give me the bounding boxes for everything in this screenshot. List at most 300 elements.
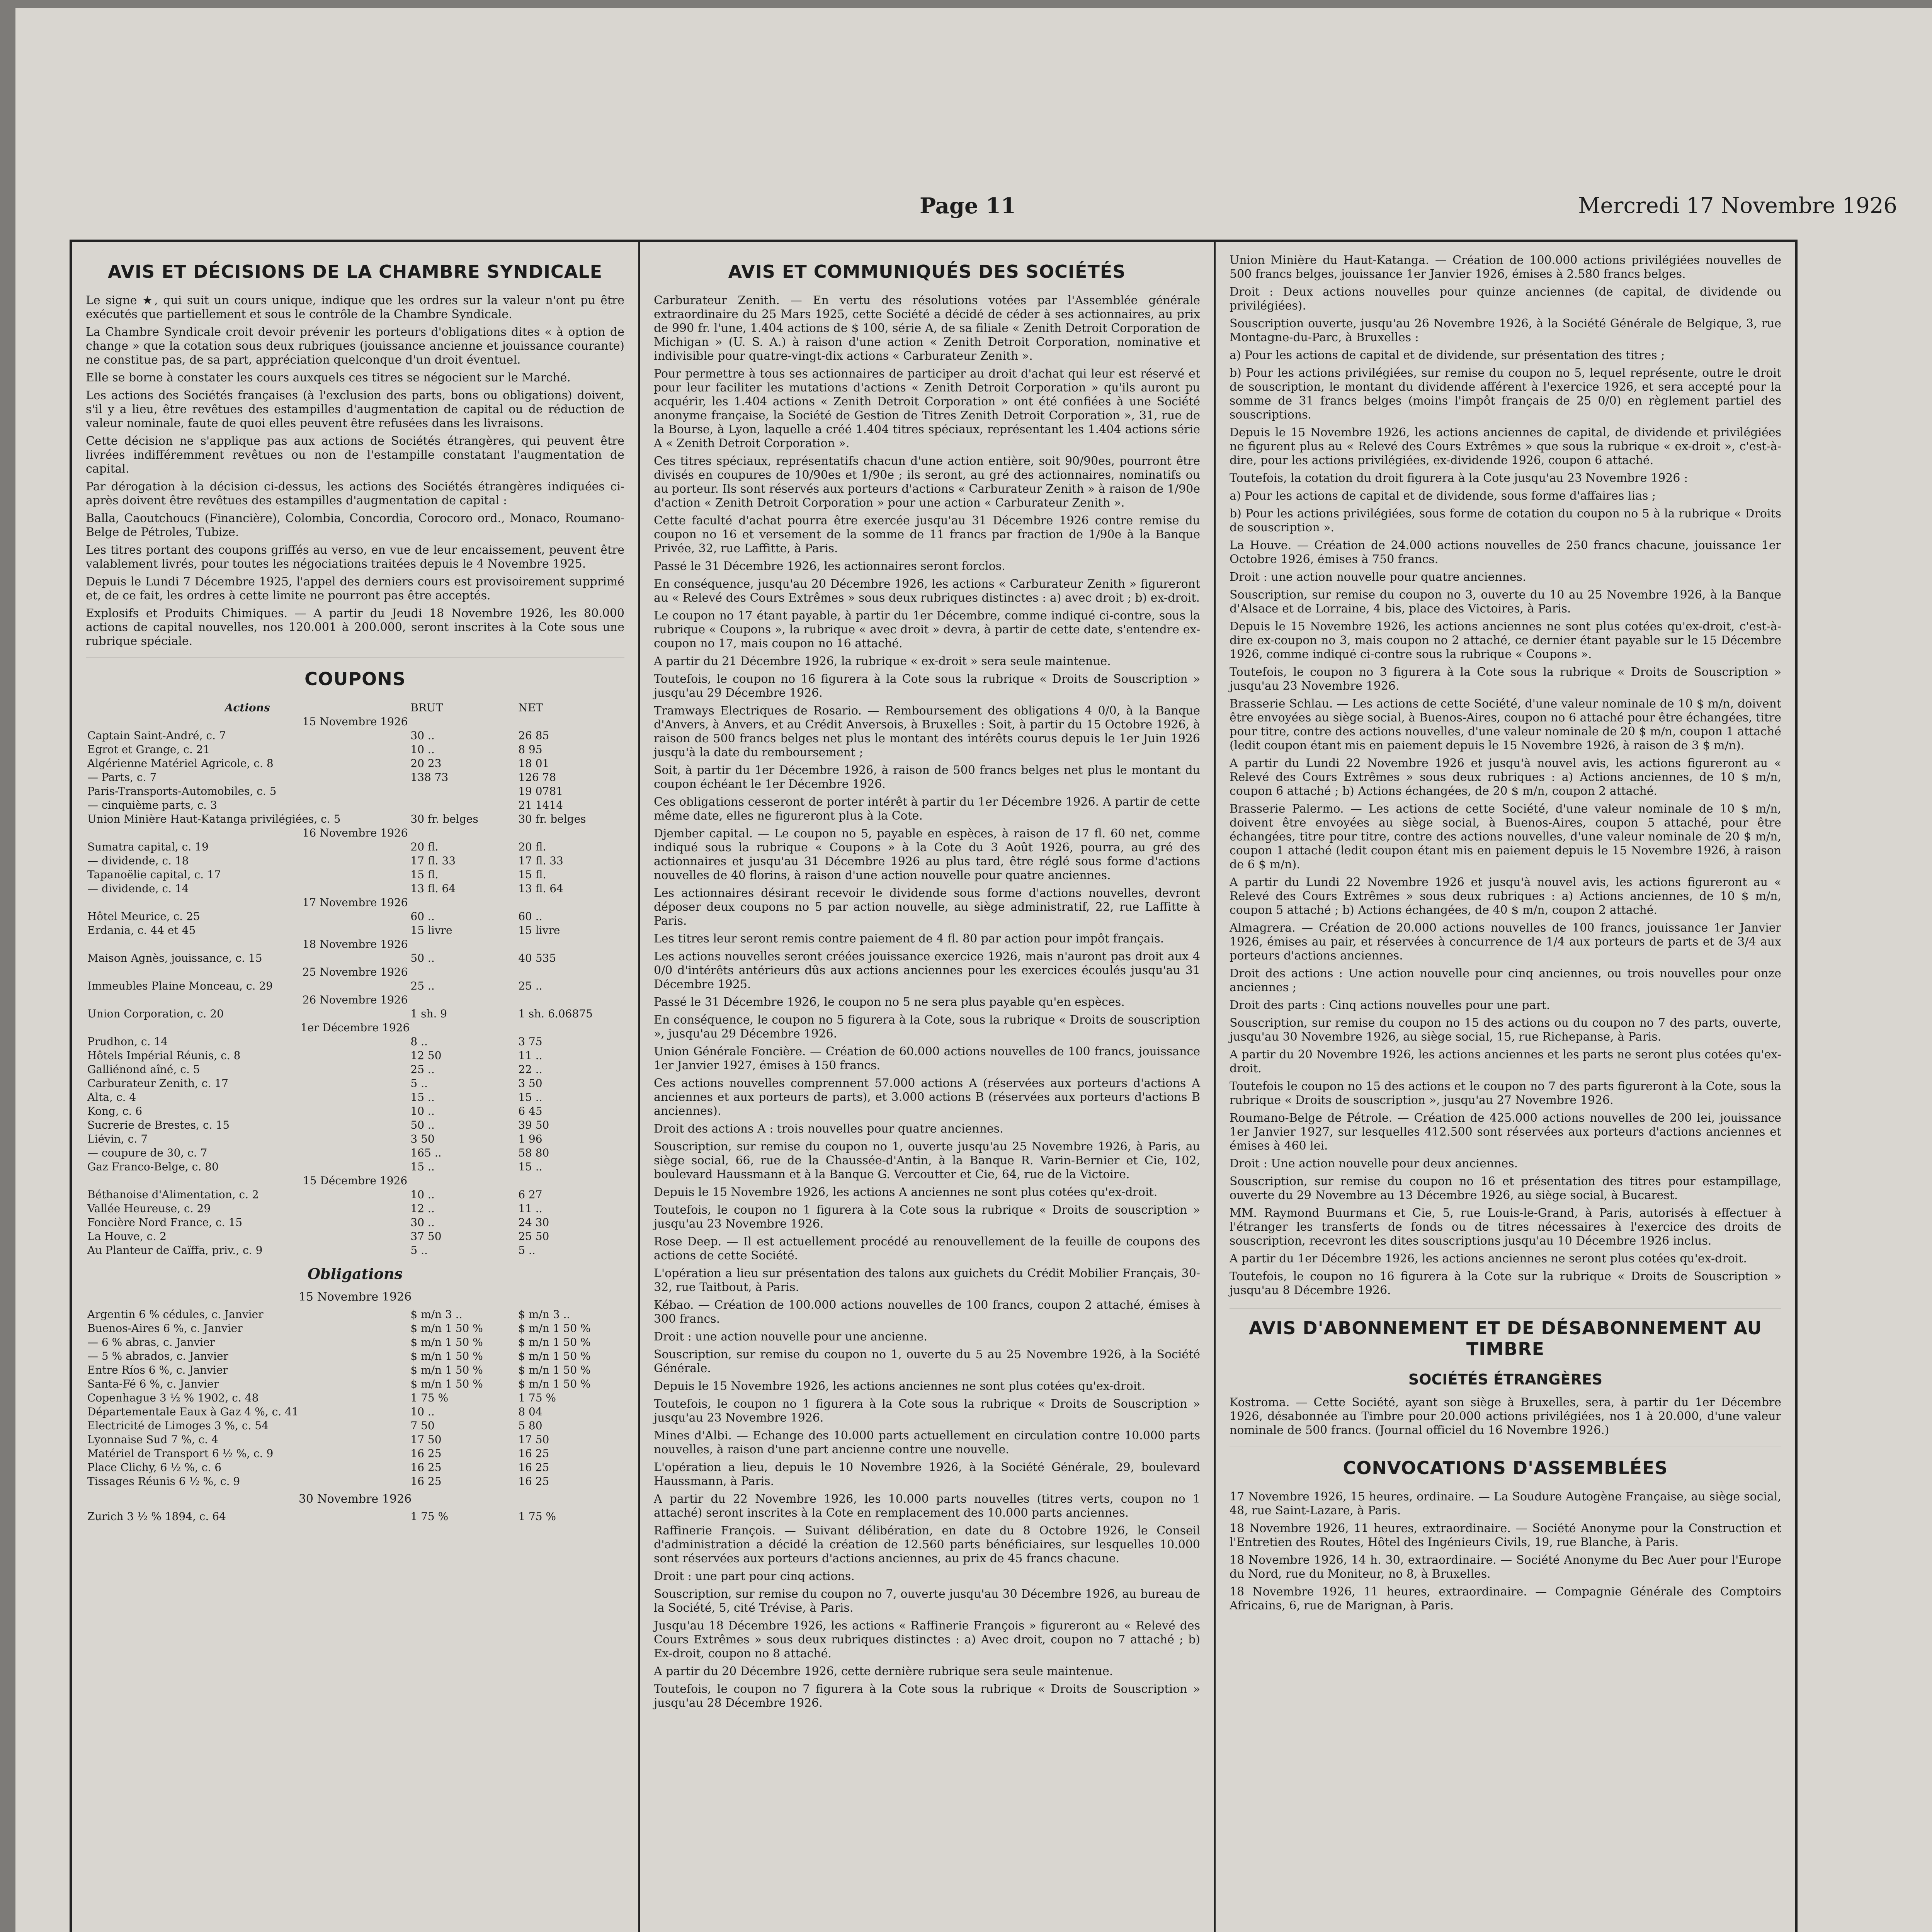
coupon-row <box>86 1007 624 1021</box>
coupon-row <box>86 1243 624 1257</box>
oblig-row-cell: Matériel de Transport 6 ½ %, c. 9 <box>87 1447 274 1460</box>
coupon-cell: 8 .. <box>410 1035 428 1048</box>
divider <box>1230 1447 1781 1448</box>
notice-paragraph: L'opération a lieu sur présentation des talons aux guichets du Crédit Mobilier Français, 30-32, rue Taitbout, à Paris. <box>654 1267 1200 1294</box>
notice-paragraph: Les titres leur seront remis contre paiement de 4 fl. 80 par action pour impôt français. <box>654 932 1164 946</box>
coupon-row <box>86 1035 624 1049</box>
coupon-cell: 26 85 <box>518 729 549 742</box>
notice-paragraph: b) Pour les actions privilégiées, sur remise du coupon no 5, lequel représente, outre le droit de souscription, le montant du dividende afférent à l'exercice 1926, et sera accepté pour la somme de 31 francs belges (moins l'impôt français de 25 0/0) en règlement partiel des souscriptions. <box>1230 366 1781 422</box>
coupons-table <box>86 701 624 1257</box>
oblig-row-cell: $ m/n 1 50 % <box>410 1350 483 1362</box>
oblig-row <box>86 1461 624 1475</box>
notice-paragraph: Kébao. — Création de 100.000 actions nouvelles de 100 francs, coupon 2 attaché, émises à 300 francs. <box>654 1298 1200 1326</box>
coupon-row <box>86 882 624 896</box>
oblig-row-cell: 16 25 <box>518 1461 549 1474</box>
coupon-cell: 60 .. <box>410 910 435 923</box>
coupon-cell: 12 50 <box>410 1049 442 1062</box>
oblig-row-cell: 8 04 <box>518 1405 543 1418</box>
coupon-row <box>86 1160 624 1174</box>
coupon-cell: Egrot et Grange, c. 21 <box>87 743 210 756</box>
coupon-cell: 126 78 <box>518 771 556 784</box>
coupon-cell: 5 .. <box>410 1077 428 1090</box>
coupon-row <box>86 743 624 757</box>
notice-paragraph: En conséquence, le coupon no 5 figurera à la Cote, sous la rubrique « Droits de souscription », jusqu'au 29 Décembre 1926. <box>654 1013 1200 1041</box>
coupon-cell: 18 01 <box>518 757 549 770</box>
coupon-cell: 13 fl. 64 <box>518 882 563 895</box>
coupon-row <box>86 812 624 826</box>
notice-paragraph: Passé le 31 Décembre 1926, les actionnaires seront forclos. <box>654 560 1005 573</box>
notice-paragraph: Rose Deep. — Il est actuellement procédé au renouvellement de la feuille de coupons des actions de cette Société. <box>654 1235 1200 1262</box>
notice-paragraph: Elle se borne à constater les cours auxquels ces titres se négocient sur le Marché. <box>86 371 571 384</box>
oblig-row-cell: $ m/n 1 50 % <box>410 1364 483 1376</box>
coupon-cell: 50 .. <box>410 1119 435 1131</box>
notice-paragraph: Droit : une part pour cinq actions. <box>654 1570 855 1583</box>
obligations-label: Obligations <box>307 1265 403 1282</box>
oblig-row-cell: Copenhague 3 ½ % 1902, c. 48 <box>87 1391 259 1404</box>
coupon-row <box>86 1132 624 1146</box>
coupon-cell: Liévin, c. 7 <box>87 1133 148 1145</box>
coupon-row <box>86 979 624 993</box>
oblig-row <box>86 1349 624 1363</box>
oblig-row-cell: 5 80 <box>518 1419 543 1432</box>
coupon-date: 26 Novembre 1926 <box>302 993 408 1006</box>
coupon-cell: Gaz Franco-Belge, c. 80 <box>87 1160 219 1173</box>
coupon-row <box>86 910 624 923</box>
coupon-cell: 6 27 <box>518 1188 543 1201</box>
coupon-date-row <box>86 715 624 729</box>
oblig-row <box>86 1321 624 1335</box>
coupon-row <box>86 770 624 784</box>
oblig-row <box>86 1377 624 1391</box>
oblig-row-cell: $ m/n 1 50 % <box>518 1378 591 1390</box>
oblig-row-cell: Tissages Réunis 6 ½ %, c. 9 <box>87 1475 240 1488</box>
notice-paragraph: Cette décision ne s'applique pas aux actions de Sociétés étrangères, qui peuvent être livrées indifféremment revêtues ou non de l'estampille constatant l'augmentation de capital. <box>86 434 624 476</box>
notice-paragraph: Souscription, sur remise du coupon no 7, ouverte jusqu'au 30 Décembre 1926, au bureau de la Société, 5, cité Trévise, à Paris. <box>654 1587 1200 1615</box>
coupon-date: 25 Novembre 1926 <box>302 966 408 978</box>
notice-paragraph: Depuis le Lundi 7 Décembre 1925, l'appel des derniers cours est provisoirement supprimé et, de ce fait, les ordres à cette limite ne pourront pas être acceptés. <box>86 575 624 602</box>
coupon-row <box>86 868 624 882</box>
coupon-cell: La Houve, c. 2 <box>87 1230 167 1243</box>
coupon-date-row <box>86 993 624 1007</box>
coupon-cell: 13 fl. 64 <box>410 882 456 895</box>
oblig-row <box>86 1433 624 1447</box>
coupon-row <box>86 1230 624 1243</box>
coupon-cell: 10 .. <box>410 743 435 756</box>
coupon-cell: 37 50 <box>410 1230 442 1243</box>
notice-paragraph: Explosifs et Produits Chimiques. — A partir du Jeudi 18 Novembre 1926, les 80.000 actions de capital nouvelles, nos 120.001 à 200.000, seront inscrites à la Cote sous une rubrique spéciale. <box>86 607 624 648</box>
coupon-cell: 30 .. <box>410 1216 435 1229</box>
column-communiques-suite <box>1216 242 1795 1932</box>
coupons-body <box>86 715 624 1257</box>
chambre-syndicale-title: AVIS ET DÉCISIONS DE LA CHAMBRE SYNDICALE <box>107 261 603 282</box>
oblig-row-cell: $ m/n 3 .. <box>518 1308 570 1321</box>
coupon-cell: Carburateur Zenith, c. 17 <box>87 1077 228 1090</box>
timbre-notice: Kostroma. — Cette Société, ayant son siège à Bruxelles, sera, à partir du 1er Décembre 1926, désabonnée au Timbre pour 20.000 actions privilégiées, nos 1 à 20.000, d'une valeur nominale de 500 francs. (Journal officiel du 16 Novembre 1926.) <box>1230 1396 1781 1437</box>
coupon-cell: 15 .. <box>518 1091 543 1104</box>
coupon-cell: Kong, c. 6 <box>87 1105 143 1117</box>
coupon-row <box>86 1090 624 1104</box>
convocation-paragraph: 18 Novembre 1926, 14 h. 30, extraordinaire. — Société Anonyme du Bec Auer pour l'Europe du Nord, rue du Moniteur, no 8, à Bruxelles. <box>1230 1553 1781 1581</box>
coupon-cell: 1 96 <box>518 1133 543 1145</box>
oblig-row <box>86 1510 624 1524</box>
notice-paragraph: Les actions nouvelles seront créées jouissance exercice 1926, mais n'auront pas droit aux 4 0/0 d'intérêts antérieurs dûs aux actions anciennes pour les exercices écoulés jusqu'au 31 Décembre 1925. <box>654 950 1200 991</box>
coupon-cell: — dividende, c. 18 <box>87 854 189 867</box>
notice-paragraph: Droit : Deux actions nouvelles pour quinze anciennes (de capital, de dividende ou privilégiées). <box>1230 285 1781 313</box>
coupon-cell: 15 livre <box>410 924 452 937</box>
oblig-row-cell: $ m/n 1 50 % <box>518 1350 591 1362</box>
oblig-row-cell: — 6 % abras, c. Janvier <box>87 1336 215 1349</box>
coupon-row <box>86 1188 624 1202</box>
notice-paragraph: Droit des actions A : trois nouvelles pour quatre anciennes. <box>654 1122 1003 1136</box>
coupon-cell: Vallée Heureuse, c. 29 <box>87 1202 211 1215</box>
oblig-row-cell: $ m/n 1 50 % <box>518 1322 591 1335</box>
coupon-cell: 10 .. <box>410 1105 435 1117</box>
notice-paragraph: Tramways Electriques de Rosario. — Remboursement des obligations 4 0/0, à la Banque d'Anvers, à Anvers, et au Crédit Anversois, à Bruxelles : Soit, à partir du 15 Octobre 1926, à raison de 500 francs belges net plus le montant des intérêts courus depuis le 1er Juin 1926 jusqu'à la date du remboursement ; <box>654 704 1200 759</box>
oblig-row <box>86 1335 624 1349</box>
coupon-date: 1er Décembre 1926 <box>300 1021 410 1034</box>
coupon-cell: 22 .. <box>518 1063 543 1076</box>
column-communiques <box>640 242 1216 1932</box>
communiques-suite-body <box>1230 253 1781 1298</box>
notice-paragraph: Roumano-Belge de Pétrole. — Création de 425.000 actions nouvelles de 200 lei, jouissance 1er Janvier 1927, sur lesquelles 412.500 sont réservées aux porteurs d'actions anciennes et émises à 460 lei. <box>1230 1111 1781 1153</box>
oblig-row-cell: Place Clichy, 6 ½ %, c. 6 <box>87 1461 222 1474</box>
notice-paragraph: b) Pour les actions privilégiées, sous forme de cotation du coupon no 5 à la rubrique « Droits de souscription ». <box>1230 507 1781 534</box>
coupon-row <box>86 923 624 937</box>
notice-paragraph: Droit : une action nouvelle pour quatre anciennes. <box>1230 570 1526 584</box>
communiques-title: AVIS ET COMMUNIQUÉS DES SOCIÉTÉS <box>728 261 1126 282</box>
coupon-cell: 25 50 <box>518 1230 549 1243</box>
coupon-cell: 25 .. <box>518 980 543 992</box>
coupon-cell: 3 75 <box>518 1035 543 1048</box>
notice-paragraph: Raffinerie François. — Suivant délibération, en date du 8 Octobre 1926, le Conseil d'administration a décidé la création de 12.560 parts bénéficiaires, sur lesquelles 10.000 sont réservées aux porteurs d'actions anciennes, au prix de 45 francs chacune. <box>654 1524 1200 1565</box>
notice-paragraph: Soit, à partir du 1er Décembre 1926, à raison de 500 francs belges net plus le montant du coupon échéant le 1er Décembre 1926. <box>654 764 1200 791</box>
coupon-cell: 5 .. <box>410 1244 428 1257</box>
coupon-date-row <box>86 1021 624 1035</box>
coupon-row <box>86 1216 624 1230</box>
notice-paragraph: Toutefois le coupon no 15 des actions et le coupon no 7 des parts figureront à la Cote, sous la rubrique « Droits de souscription », jusqu'au 27 Novembre 1926. <box>1230 1080 1781 1107</box>
oblig-row-cell: 1 75 % <box>518 1510 556 1523</box>
notice-paragraph: Souscription, sur remise du coupon no 1, ouverte du 5 au 25 Novembre 1926, à la Société Générale. <box>654 1348 1200 1375</box>
coupon-cell: Paris-Transports-Automobiles, c. 5 <box>87 785 277 798</box>
notice-paragraph: Droit : Une action nouvelle pour deux anciennes. <box>1230 1157 1518 1170</box>
coupon-cell: Tapanoëlie capital, c. 17 <box>87 868 221 881</box>
notice-paragraph: Souscription, sur remise du coupon no 16 et présentation des titres pour estampillage, ouverte du 29 Novembre au 13 Décembre 1926, au siège social, à Bucarest. <box>1230 1175 1781 1202</box>
coupon-row <box>86 1104 624 1118</box>
coupons-brut-header: BRUT <box>410 701 443 714</box>
coupon-cell <box>409 798 517 812</box>
chambre-syndicale-body <box>86 294 624 648</box>
oblig-row-cell: $ m/n 1 50 % <box>410 1336 483 1349</box>
notice-paragraph: Souscription, sur remise du coupon no 15 des actions ou du coupon no 7 des parts, ouverte, jusqu'au 30 Novembre 1926, au siège social, 15, rue Richepanse, à Paris. <box>1230 1016 1781 1044</box>
coupon-cell: 11 .. <box>518 1049 543 1062</box>
oblig-row-cell: Buenos-Aires 6 %, c. Janvier <box>87 1322 243 1335</box>
convocation-paragraph: 18 Novembre 1926, 11 heures, extraordinaire. — Société Anonyme pour la Construction et l'Entretien des Routes, Hôtel des Ingénieurs Civils, 19, rue Blanche, à Paris. <box>1230 1522 1781 1549</box>
notice-paragraph: Toutefois, le coupon no 1 figurera à la Cote sous la rubrique « Droits de Souscription » jusqu'au 23 Novembre 1926. <box>654 1397 1200 1425</box>
oblig-row-cell: $ m/n 1 50 % <box>518 1364 591 1376</box>
coupon-cell: 39 50 <box>518 1119 549 1131</box>
oblig-row-cell: 7 50 <box>410 1419 435 1432</box>
coupon-date: 15 Décembre 1926 <box>303 1174 408 1187</box>
coupons-actions-label: Actions <box>224 701 270 714</box>
notice-paragraph: Le coupon no 17 étant payable, à partir du 1er Décembre, comme indiqué ci-contre, sous la rubrique « Coupons », la rubrique « avec droit » devra, à partir de cette date, s'entendre ex-coupon no 17, mais coupon no 16 attaché. <box>654 609 1200 650</box>
notice-paragraph: A partir du 20 Décembre 1926, cette dernière rubrique sera seule maintenue. <box>654 1665 1113 1678</box>
notice-paragraph: Toutefois, le coupon no 7 figurera à la Cote sous la rubrique « Droits de Souscription » jusqu'au 28 Décembre 1926. <box>654 1682 1200 1710</box>
oblig-row-cell: $ m/n 1 50 % <box>518 1336 591 1349</box>
notice-paragraph: A partir du Lundi 22 Novembre 1926 et jusqu'à nouvel avis, les actions figureront au « Relevé des Cours Extrêmes » sous deux rubriques : a) Actions anciennes, de 10 $ m/n, coupon 6 attaché ; b) Actions échangées, de 20 $ m/n, coupon 2 attaché. <box>1230 757 1781 798</box>
coupon-cell: 8 95 <box>518 743 543 756</box>
oblig-row-cell: 1 75 % <box>410 1510 449 1523</box>
oblig-row-cell: 17 50 <box>518 1433 549 1446</box>
coupon-cell: 60 .. <box>518 910 543 923</box>
coupon-cell: 5 .. <box>518 1244 536 1257</box>
coupon-row <box>86 854 624 868</box>
coupon-date-row <box>86 965 624 979</box>
notice-paragraph: Toutefois, le coupon no 16 figurera à la Cote sur la rubrique « Droits de Souscription » jusqu'au 8 Décembre 1926. <box>1230 1270 1781 1297</box>
notice-paragraph: Droit des parts : Cinq actions nouvelles pour une part. <box>1230 998 1550 1012</box>
coupon-cell: 6 45 <box>518 1105 543 1117</box>
convocation-paragraph: 17 Novembre 1926, 15 heures, ordinaire. — La Soudure Autogène Française, au siège social, 48, rue Saint-Lazare, à Paris. <box>1230 1490 1781 1517</box>
notice-paragraph: Union Minière du Haut-Katanga. — Création de 100.000 actions privilégiées nouvelles de 500 francs belges, jouissance 1er Janvier 1926, émises à 2.580 francs belges. <box>1230 253 1781 281</box>
oblig-row-cell: Electricité de Limoges 3 %, c. 54 <box>87 1419 269 1432</box>
coupon-cell: 1 sh. 6.06875 <box>518 1007 593 1020</box>
oblig-row-cell: Argentin 6 % cédules, c. Janvier <box>87 1308 264 1321</box>
notice-paragraph: Djember capital. — Le coupon no 5, payable en espèces, à raison de 17 fl. 60 net, comme indiqué sous la rubrique « Coupons » à la Cote du 3 Août 1926, pourra, au gré des actionnaires et jusqu'au 31 Décembre 1926 au plus tard, être réglé sous forme d'actions nouvelles de 40 florins, à raison d'une action nouvelle pour quatre anciennes. <box>654 827 1200 882</box>
oblig-row-cell: $ m/n 3 .. <box>410 1308 463 1321</box>
notice-paragraph: Souscription ouverte, jusqu'au 26 Novembre 1926, à la Société Générale de Belgique, 3, rue Montagne-du-Parc, à Bruxelles : <box>1230 317 1781 344</box>
coupon-date-row <box>86 937 624 951</box>
coupon-date: 15 Novembre 1926 <box>302 715 408 728</box>
notice-paragraph: Ces actions nouvelles comprennent 57.000 actions A (réservées aux porteurs d'actions A anciennes et aux porteurs de parts), et 3.000 actions B (réservées aux porteurs d'actions B anciennes). <box>654 1077 1200 1118</box>
oblig-row <box>86 1391 624 1405</box>
coupon-cell: 3 50 <box>518 1077 543 1090</box>
coupon-cell: 19 0781 <box>518 785 563 798</box>
notice-paragraph: Balla, Caoutchoucs (Financière), Colombia, Concordia, Corocoro ord., Monaco, Roumano-Belge de Pétroles, Tubize. <box>86 512 624 539</box>
coupon-cell: 138 73 <box>410 771 449 784</box>
coupon-cell: 20 fl. <box>410 840 439 853</box>
coupon-row <box>86 1077 624 1090</box>
coupon-cell: 17 fl. 33 <box>410 854 456 867</box>
coupon-cell: Galliénond aîné, c. 5 <box>87 1063 200 1076</box>
notice-paragraph: Passé le 31 Décembre 1926, le coupon no 5 ne sera plus payable qu'en espèces. <box>654 995 1125 1009</box>
notice-paragraph: Souscription, sur remise du coupon no 3, ouverte du 10 au 25 Novembre 1926, à la Banque d'Alsace et de Lorraine, 4 bis, place des Victoires, à Paris. <box>1230 588 1781 616</box>
coupon-date-row <box>86 896 624 910</box>
communiques-body <box>654 294 1200 1710</box>
oblig-row-cell: 1 75 % <box>518 1391 556 1404</box>
coupon-date-row <box>86 826 624 840</box>
oblig-row <box>86 1447 624 1461</box>
convocation-paragraph: 18 Novembre 1926, 11 heures, extraordinaire. — Compagnie Générale des Comptoirs Africains, 6, rue de Marignan, à Paris. <box>1230 1585 1781 1612</box>
coupon-cell: Maison Agnès, jouissance, c. 15 <box>87 952 262 964</box>
coupon-cell: 30 .. <box>410 729 435 742</box>
notice-paragraph: a) Pour les actions de capital et de dividende, sous forme d'affaires lias ; <box>1230 489 1656 503</box>
oblig-row-cell: 10 .. <box>410 1405 435 1418</box>
notice-paragraph: Toutefois, le coupon no 16 figurera à la Cote sous la rubrique « Droits de Souscription » jusqu'au 29 Décembre 1926. <box>654 672 1200 700</box>
coupons-net-header: NET <box>518 701 543 714</box>
coupon-cell: 17 fl. 33 <box>518 854 563 867</box>
obligations-body-2 <box>86 1510 624 1524</box>
notice-paragraph: Les titres portant des coupons griffés au verso, en vue de leur encaissement, peuvent être valablement livrés, pour toutes les négociations traitées depuis le 4 Novembre 1925. <box>86 543 624 571</box>
running-head <box>70 193 1920 228</box>
notice-paragraph: Les actionnaires désirant recevoir le dividende sous forme d'actions nouvelles, devront déposer deux coupons no 5 par action nouvelle, au siège administratif, 22, rue Laffitte à Paris. <box>654 886 1200 928</box>
obligations-table-2 <box>86 1510 624 1524</box>
notice-paragraph: Jusqu'au 18 Décembre 1926, les actions « Raffinerie François » figureront au « Relevé des Cours Extrêmes » sous deux rubriques distinctes : a) Avec droit, coupon no 7 attaché ; b) Ex-droit, coupon no 8 attaché. <box>654 1619 1200 1660</box>
notice-paragraph: Depuis le 15 Novembre 1926, les actions anciennes ne sont plus cotées qu'ex-droit. <box>654 1379 1146 1393</box>
notice-paragraph: Cette faculté d'achat pourra être exercée jusqu'au 31 Décembre 1926 contre remise du coupon no 16 et versement de la somme de 11 francs par fraction de 1/90e à la Banque Privée, 32, rue Laffitte, à Paris. <box>654 514 1200 555</box>
oblig-row-cell: Entre Ríos 6 %, c. Janvier <box>87 1364 228 1376</box>
oblig-row-cell: — 5 % abrados, c. Janvier <box>87 1350 228 1362</box>
coupon-cell: Algérienne Matériel Agricole, c. 8 <box>87 757 274 770</box>
notice-paragraph: Almagrera. — Création de 20.000 actions nouvelles de 100 francs, jouissance 1er Janvier 1926, émises au pair, et réservées à concurrence de 1/4 aux porteurs de parts et de 3/4 aux porteurs d'actions anciennes. <box>1230 921 1781 963</box>
coupon-row <box>86 757 624 770</box>
timbre-title: AVIS D'ABONNEMENT ET DE DÉSABONNEMENT AU TIMBRE <box>1249 1318 1762 1359</box>
coupon-cell: 15 .. <box>518 1160 543 1173</box>
oblig-row-cell: Santa-Fé 6 %, c. Janvier <box>87 1378 219 1390</box>
oblig-row-cell: Zurich 3 ½ % 1894, c. 64 <box>87 1510 226 1523</box>
coupon-cell: 15 livre <box>518 924 560 937</box>
page-number: Page 11 <box>920 193 1016 219</box>
coupon-row <box>86 1049 624 1063</box>
coupon-cell: 25 .. <box>410 1063 435 1076</box>
oblig-row-cell: 16 25 <box>518 1447 549 1460</box>
coupon-cell: 10 .. <box>410 1188 435 1201</box>
coupon-row <box>86 1118 624 1132</box>
coupon-cell: 20 23 <box>410 757 442 770</box>
coupon-cell: 3 50 <box>410 1133 435 1145</box>
coupon-cell: 58 80 <box>518 1146 549 1159</box>
coupon-cell: Captain Saint-André, c. 7 <box>87 729 226 742</box>
coupon-cell: — coupure de 30, c. 7 <box>87 1146 207 1159</box>
notice-paragraph: Droit : une action nouvelle pour une ancienne. <box>654 1330 928 1344</box>
oblig-row-cell: $ m/n 1 50 % <box>410 1378 483 1390</box>
oblig-row-cell: Départementale Eaux à Gaz 4 %, c. 41 <box>87 1405 299 1418</box>
coupon-cell: 165 .. <box>410 1146 442 1159</box>
coupon-cell: Erdania, c. 44 et 45 <box>87 924 196 937</box>
notice-paragraph: Le signe ★, qui suit un cours unique, indique que les ordres sur la valeur n'ont pu être exécutés que partiellement et sous le contrôle de la Chambre Syndicale. <box>86 294 624 321</box>
notice-paragraph: A partir du Lundi 22 Novembre 1926 et jusqu'à nouvel avis, les actions figureront au « Relevé des Cours Extrêmes » sous deux rubriques : a) Actions anciennes, de 10 $ m/n, coupon 5 attaché ; b) Actions échangées, de 40 $ m/n, coupon 2 attaché. <box>1230 876 1781 917</box>
coupon-date: 16 Novembre 1926 <box>302 827 408 839</box>
oblig-row-cell: $ m/n 1 50 % <box>410 1322 483 1335</box>
oblig-row <box>86 1475 624 1488</box>
coupon-cell: 15 fl. <box>518 868 546 881</box>
notice-paragraph: A partir du 22 Novembre 1926, les 10.000 parts nouvelles (titres verts, coupon no 1 attaché) seront inscrites à la Cote en remplacement des 10.000 parts anciennes. <box>654 1492 1200 1520</box>
coupon-cell: Alta, c. 4 <box>87 1091 136 1104</box>
obligations-date: 15 Novembre 1926 <box>298 1290 412 1304</box>
coupon-cell: Au Planteur de Caïffa, priv., c. 9 <box>87 1244 263 1257</box>
notice-paragraph: Carburateur Zenith. — En vertu des résolutions votées par l'Assemblée générale extraordinaire du 25 Mars 1925, cette Société a décidé de céder à ses actionnaires, au prix de 990 fr. l'une, 1.404 actions de $ 100, série A, de sa filiale « Zenith Detroit Corporation de Michigan » (U. S. A.) à raison d'une action « Zenith Detroit Corporation, nominative et indivisible pour quatre-vingt-dix actions « Carburateur Zenith ». <box>654 294 1200 363</box>
notice-paragraph: L'opération a lieu, depuis le 10 Novembre 1926, à la Société Générale, 29, boulevard Haussmann, à Paris. <box>654 1461 1200 1488</box>
column-chambre-syndicale <box>72 242 640 1932</box>
coupon-cell: Union Corporation, c. 20 <box>87 1007 224 1020</box>
coupon-row <box>86 1146 624 1160</box>
coupon-cell: Hôtel Meurice, c. 25 <box>87 910 200 923</box>
oblig-row-cell: 16 25 <box>410 1475 442 1488</box>
notice-paragraph: Depuis le 15 Novembre 1926, les actions anciennes de capital, de dividende et privilégiées ne figurent plus au « Relevé des Cours Extrêmes » que sous la rubrique « ex-droit », c'est-à-dire, pour les actions privilégiées, ex-dividende 1926, coupon 6 attaché. <box>1230 426 1781 467</box>
coupon-cell: 1 sh. 9 <box>410 1007 447 1020</box>
notice-paragraph: a) Pour les actions de capital et de dividende, sur présentation des titres ; <box>1230 349 1665 362</box>
notice-paragraph: Mines d'Albi. — Echange des 10.000 parts actuellement en circulation contre 10.000 parts nouvelles, à raison d'une part ancienne contre une nouvelle. <box>654 1429 1200 1456</box>
coupon-cell: 20 fl. <box>518 840 546 853</box>
coupon-cell: — Parts, c. 7 <box>87 771 157 784</box>
newspaper-page <box>15 8 1932 1932</box>
divider <box>1230 1307 1781 1308</box>
issue-date: Mercredi 17 Novembre 1926 <box>1578 193 1897 218</box>
timbre-subtitle: SOCIÉTÉS ÉTRANGÈRES <box>1408 1371 1603 1388</box>
notice-paragraph: A partir du 1er Décembre 1926, les actions anciennes ne seront plus cotées qu'ex-droit. <box>1230 1252 1747 1265</box>
notice-paragraph: Depuis le 15 Novembre 1926, les actions A anciennes ne sont plus cotées qu'ex-droit. <box>654 1185 1158 1199</box>
oblig-row <box>86 1405 624 1419</box>
notice-paragraph: A partir du 20 Novembre 1926, les actions anciennes et les parts ne seront plus cotées qu'ex-droit. <box>1230 1048 1781 1075</box>
coupon-cell: Foncière Nord France, c. 15 <box>87 1216 243 1229</box>
coupon-cell: Union Minière Haut-Katanga privilégiées, c. 5 <box>87 813 341 825</box>
coupon-cell: 24 30 <box>518 1216 549 1229</box>
coupon-cell: 30 fr. belges <box>518 813 586 825</box>
oblig-row-cell: 16 25 <box>410 1447 442 1460</box>
coupon-cell: 15 fl. <box>410 868 439 881</box>
coupon-cell: Hôtels Impérial Réunis, c. 8 <box>87 1049 241 1062</box>
coupon-cell: 11 .. <box>518 1202 543 1215</box>
coupon-cell: Sumatra capital, c. 19 <box>87 840 209 853</box>
coupon-row <box>86 784 624 798</box>
obligations-body <box>86 1308 624 1488</box>
notice-paragraph: Toutefois, le coupon no 1 figurera à la Cote sous la rubrique « Droits de souscription » jusqu'au 23 Novembre 1926. <box>654 1203 1200 1231</box>
notice-paragraph: Union Générale Foncière. — Création de 60.000 actions nouvelles de 100 francs, jouissance 1er Janvier 1927, émises à 150 francs. <box>654 1045 1200 1072</box>
notice-paragraph: Toutefois, le coupon no 3 figurera à la Cote sous la rubrique « Droits de Souscription » jusqu'au 23 Novembre 1926. <box>1230 665 1781 693</box>
coupon-cell: 50 .. <box>410 952 435 964</box>
oblig-row-cell: 17 50 <box>410 1433 442 1446</box>
oblig-row-cell: 16 25 <box>410 1461 442 1474</box>
coupon-cell <box>409 784 517 798</box>
notice-paragraph: Brasserie Schlau. — Les actions de cette Société, d'une valeur nominale de 10 $ m/n, doivent être envoyées au siège social, à Buenos-Aires, coupon no 6 attaché pour être échangées, titre pour titre, contre des actions nouvelles, d'une valeur nominale de 20 $ m/n, coupon 1 attaché (ledit coupon étant mis en paiement depuis le 15 Novembre 1926, à raison de 3 $ m/n). <box>1230 697 1781 752</box>
notice-paragraph: Pour permettre à tous ses actionnaires de participer au droit d'achat qui leur est réservé et pour leur faciliter les mutations d'actions « Zenith Detroit Corporation » qu'ils auront pu acquérir, les 1.404 actions « Zenith Detroit Corporation » ont été confiées à une Société anonyme française, la Société de Gestion de Titres Zenith Detroit Corporation », 31, rue de la Bourse, à Lyon, laquelle a créé 1.404 titres spéciaux, représentant les 1.404 actions série A « Zenith Detroit Corporation ». <box>654 367 1200 450</box>
coupon-cell: 21 1414 <box>518 799 563 811</box>
coupon-cell: Béthanoise d'Alimentation, c. 2 <box>87 1188 259 1201</box>
notice-paragraph: Brasserie Palermo. — Les actions de cette Société, d'une valeur nominale de 10 $ m/n, doivent être envoyées au siège social, à Buenos-Aires, coupon 5 attaché, pour être échangées, titre pour titre, contre des actions nouvelles, d'une valeur nominale de 20 $ m/n, coupon 1 attaché (ledit coupon étant mis en paiement depuis le 15 Novembre 1926, à raison de 6 $ m/n). <box>1230 802 1781 871</box>
notice-paragraph: Droit des actions : Une action nouvelle pour cinq anciennes, ou trois nouvelles pour onze anciennes ; <box>1230 967 1781 994</box>
coupon-cell: 25 .. <box>410 980 435 992</box>
notice-paragraph: En conséquence, jusqu'au 20 Décembre 1926, les actions « Carburateur Zenith » figureront au « Relevé des Cours Extrêmes » sous deux rubriques distinctes : a) avec droit ; b) ex-droit. <box>654 577 1200 605</box>
notice-paragraph: Par dérogation à la décision ci-dessus, les actions des Sociétés étrangères indiquées ci-après doivent être revêtues des estampilles d'augmentation de capital : <box>86 480 624 507</box>
convocations-body <box>1230 1490 1781 1613</box>
coupon-row <box>86 951 624 965</box>
oblig-row-cell: 1 75 % <box>410 1391 449 1404</box>
coupon-row <box>86 1063 624 1077</box>
notice-paragraph: Toutefois, la cotation du droit figurera à la Cote jusqu'au 23 Novembre 1926 : <box>1230 471 1688 485</box>
coupon-cell: 15 .. <box>410 1160 435 1173</box>
coupon-cell: 40 535 <box>518 952 556 964</box>
coupons-title: COUPONS <box>304 668 406 689</box>
oblig-row <box>86 1363 624 1377</box>
convocations-title: CONVOCATIONS D'ASSEMBLÉES <box>1343 1458 1668 1478</box>
obligations-date-2: 30 Novembre 1926 <box>298 1492 412 1506</box>
notice-paragraph: Ces titres spéciaux, représentatifs chacun d'une action entière, soit 90/90es, pourront être divisés en coupures de 10/90es et 1/90e ; ils seront, au gré des actionnaires, nominatifs ou au porteur. Ils sont réservés aux porteurs d'actions « Carburateur Zenith » à raison de 1/90e d'action « Zenith Detroit Corporation » pour une action « Carburateur Zenith ». <box>654 454 1200 510</box>
coupon-cell: — dividende, c. 14 <box>87 882 189 895</box>
top-section <box>70 240 1798 1932</box>
notice-paragraph: MM. Raymond Buurmans et Cie, 5, rue Louis-le-Grand, à Paris, autorisés à effectuer à l'étranger les transferts de fonds ou de titres nécessaires à l'exercice des droits de souscription, recevront les dites souscriptions jusqu'au 10 Décembre 1926 inclus. <box>1230 1206 1781 1248</box>
notice-paragraph: Les actions des Sociétés françaises (à l'exclusion des parts, bons ou obligations) doivent, s'il y a lieu, être revêtues des estampilles d'augmentation de capital ou de réduction de valeur nominale, faute de quoi elles peuvent être refusées dans les livraisons. <box>86 389 624 430</box>
notice-paragraph: Souscription, sur remise du coupon no 1, ouverte jusqu'au 25 Novembre 1926, à Paris, au siège social, 66, rue de la Chaussée-d'Antin, à la Banque R. Varin-Bernier et Cie, 102, boulevard Haussmann et à la Banque G. Vercoutter et Cie, 64, rue de la Victoire. <box>654 1140 1200 1181</box>
notice-paragraph: La Houve. — Création de 24.000 actions nouvelles de 250 francs chacune, jouissance 1er Octobre 1926, émises à 750 francs. <box>1230 539 1781 566</box>
coupon-cell: Immeubles Plaine Monceau, c. 29 <box>87 980 273 992</box>
oblig-row-cell: Lyonnaise Sud 7 %, c. 4 <box>87 1433 218 1446</box>
coupon-cell: — cinquième parts, c. 3 <box>87 799 217 811</box>
divider <box>86 658 624 659</box>
oblig-row <box>86 1419 624 1433</box>
coupon-date-row <box>86 1174 624 1188</box>
coupon-cell: 12 .. <box>410 1202 435 1215</box>
obligations-table <box>86 1308 624 1488</box>
notice-paragraph: Ces obligations cesseront de porter intérêt à partir du 1er Décembre 1926. A partir de cette même date, elles ne figureront plus à la Cote. <box>654 795 1200 823</box>
notice-paragraph: La Chambre Syndicale croit devoir prévenir les porteurs d'obligations dites « à option de change » que la cotation sous deux rubriques (jouissance ancienne et jouissance courante) ne constitue pas, de sa part, appréciation quelconque d'un droit éventuel. <box>86 325 624 367</box>
